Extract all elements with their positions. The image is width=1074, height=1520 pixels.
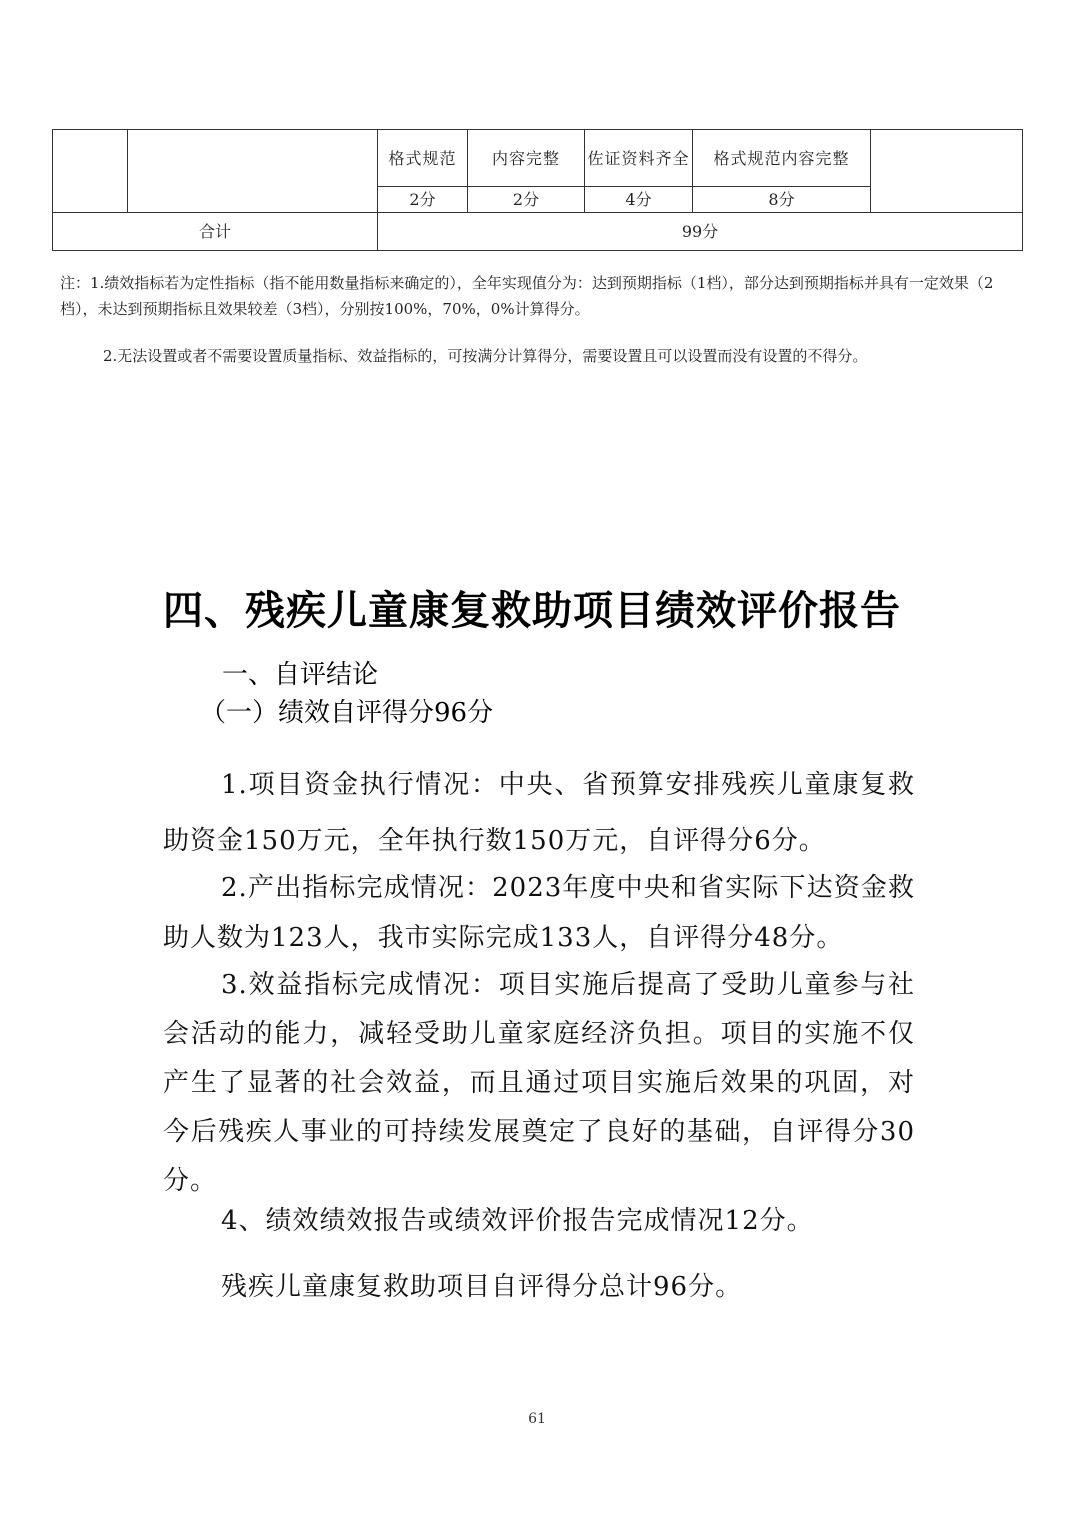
total-value: 99分 [378,213,1023,251]
subsection-heading: （一）绩效自评得分96分 [200,698,494,728]
table-total-row [53,213,1023,251]
table-cell-empty [128,130,378,213]
table-cell-empty [53,130,128,213]
paragraph-funds: 1.项目资金执行情况：中央、省预算安排残疾儿童康复救助资金150万元，全年执行数150万元，自评得分6分。 [163,770,915,856]
report-title: 四、残疾儿童康复救助项目绩效评价报告 [163,587,901,634]
paragraph-report: 4、绩效绩效报告或绩效评价报告完成情况12分。 [221,1206,814,1236]
page-number: 61 [528,1411,546,1427]
table-header-cell: 佐证资料齐全 [585,130,693,187]
table-cell-empty [871,130,1023,213]
table-header-cell: 格式规范内容完整 [693,130,871,187]
score-table [52,129,1023,251]
score-cell: 4分 [585,187,693,213]
footnote-2: 2.无法设置或者不需要设置质量指标、效益指标的，可按满分计算得分，需要设置且可以设置而没有设置的不得分。 [103,347,868,365]
section-heading: 一、自评结论 [222,660,379,690]
paragraph-output: 2.产出指标完成情况：2023年度中央和省实际下达资金救助人数为123人，我市实际完成133人，自评得分48分。 [163,873,915,953]
table-header-cell: 内容完整 [468,130,585,187]
footnote-1: 注：1.绩效指标若为定性指标（指不能用数量指标来确定的），全年实现值分为：达到预期指标（1档），部分达到预期指标并具有一定效果（2档），未达到预期指标且效果较差（3档），分别按100%，70%，0%计算得分。 [60,274,994,318]
score-cell: 8分 [693,187,871,213]
table-header-cell: 格式规范 [378,130,468,187]
total-label: 合计 [53,213,378,251]
paragraph-benefit: 3.效益指标完成情况：项目实施后提高了受助儿童参与社会活动的能力，减轻受助儿童家庭经济负担。项目的实施不仅产生了显著的社会效益，而且通过项目实施后效果的巩固，对今后残疾人事业的可持续发展奠定了良好的基础，自评得分30分。 [163,970,915,1196]
score-cell: 2分 [468,187,585,213]
score-cell: 2分 [378,187,468,213]
paragraph-total: 残疾儿童康复救助项目自评得分总计96分。 [221,1272,743,1302]
table-row [53,130,1023,187]
